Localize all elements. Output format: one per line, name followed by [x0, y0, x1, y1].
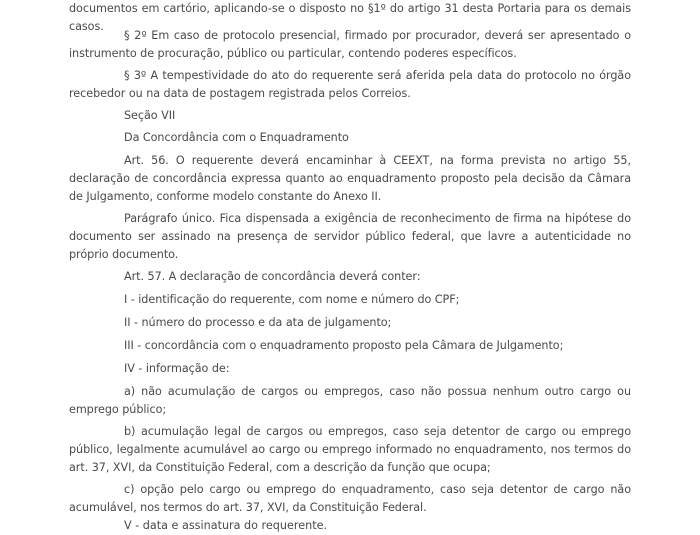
- item-ii: II - número do processo e da ata de julgamento;: [124, 316, 392, 329]
- item-v: V - data e assinatura do requerente.: [124, 519, 328, 532]
- subitem-c: c) opção pelo cargo ou emprego do enquadramento, caso seja detentor de cargo não acumulável, nos termos do art. 37, XVI, da Constituição Federal.: [69, 483, 631, 514]
- section-heading: Seção VII: [124, 109, 176, 122]
- item-iii: III - concordância com o enquadramento proposto pela Câmara de Julgamento;: [124, 339, 564, 352]
- paragraph-unico: Parágrafo único. Fica dispensada a exigência de reconhecimento de firma na hipótese do documento ser assinado na presença de servidor público federal, que lavre a autenticidade no próprio documento.: [69, 212, 631, 261]
- subitem-b: b) acumulação legal de cargos ou empregos, caso seja detentor de cargo ou emprego público, legalmente acumulável ao cargo ou emprego informado no enquadramento, nos termos do art. 37, XVI, da Constituição Federal, com a descrição da função que ocupa;: [69, 425, 631, 474]
- paragraph-continuation: documentos em cartório, aplicando-se o disposto no §1º do artigo 31 desta Portaria para os demais casos.: [69, 2, 631, 33]
- paragraph-section-2: § 2º Em caso de protocolo presencial, firmado por procurador, deverá ser apresentado o instrumento de procuração, público ou particular, contendo poderes específicos.: [69, 29, 631, 60]
- item-i: I - identificação do requerente, com nome e número do CPF;: [124, 293, 460, 306]
- paragraph-art-56: Art. 56. O requerente deverá encaminhar à CEEXT, na forma prevista no artigo 55, declaração de concordância expressa quanto ao enquadramento proposto pela decisão da Câmara de Julgamento, conforme modelo constante do Anexo II.: [69, 154, 631, 203]
- subitem-a: a) não acumulação de cargos ou empregos, caso não possua nenhum outro cargo ou emprego público;: [69, 385, 631, 416]
- section-subheading: Da Concordância com o Enquadramento: [124, 131, 349, 144]
- item-iv: IV - informação de:: [124, 362, 230, 375]
- paragraph-section-3: § 3º A tempestividade do ato do requerente será aferida pela data do protocolo no órgão recebedor ou na data de postagem registrada pelos Correios.: [69, 69, 631, 100]
- paragraph-art-57: Art. 57. A declaração de concordância deverá conter:: [124, 270, 421, 283]
